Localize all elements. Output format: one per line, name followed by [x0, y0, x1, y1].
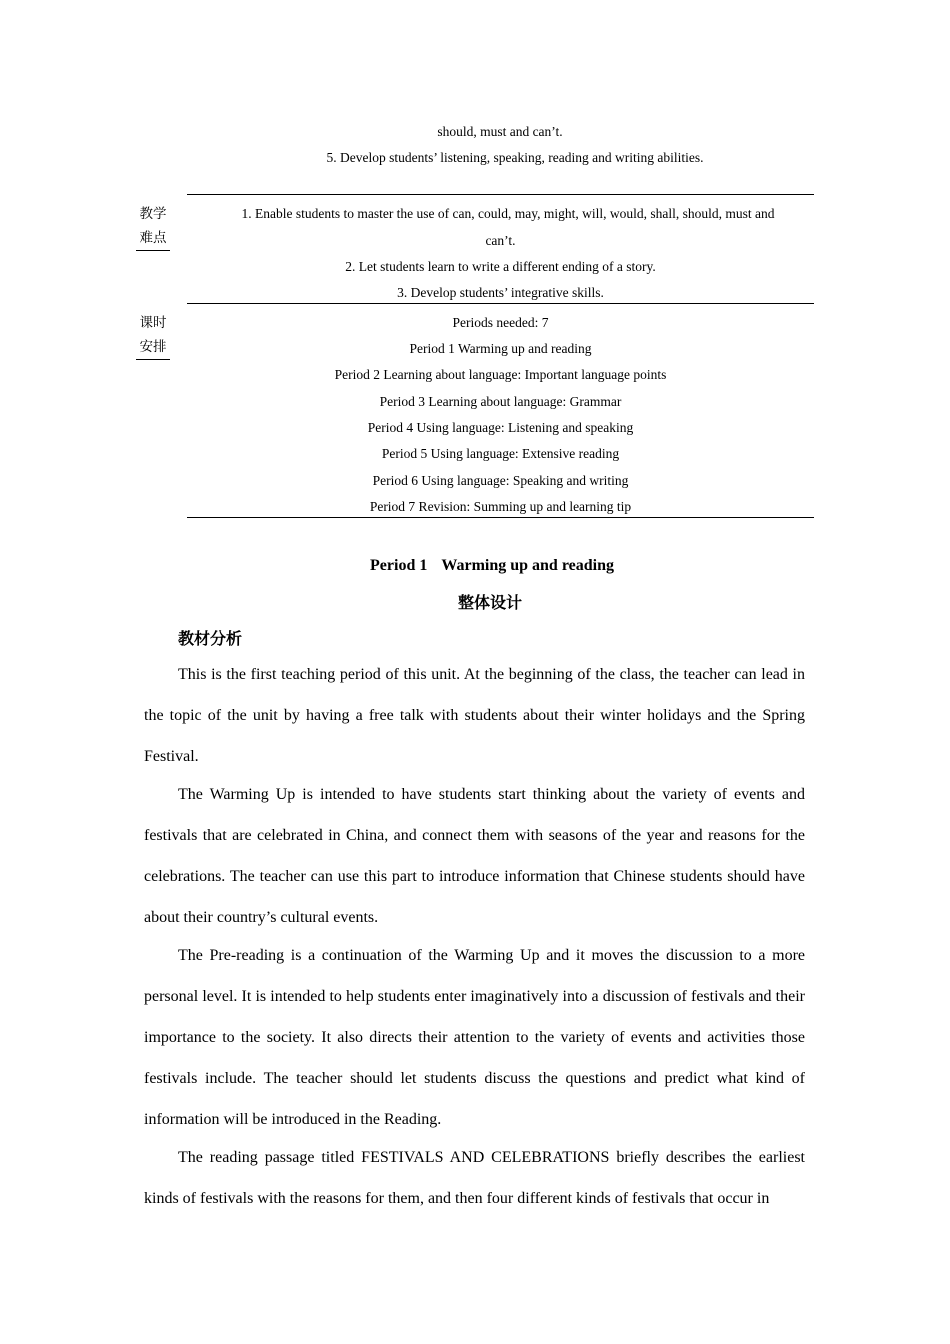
schedule-item: Period 6 Using language: Speaking and writing: [372, 473, 629, 488]
table-rule-middle: [187, 303, 814, 304]
schedule-item: Period 1 Warming up and reading: [409, 341, 592, 356]
body-paragraph: This is the first teaching period of this unit. At the beginning of the class, the teacher can lead in the topic of the unit by having a free talk with students about their winter holidays and the Spring Festival.: [144, 666, 805, 765]
period-number: Period 1: [370, 557, 428, 574]
table-rule-top: [187, 194, 814, 195]
body-paragraph: The Warming Up is intended to have students start thinking about the variety of events and festivals that are celebrated in China, and connect them with seasons of the year and reasons for the celebrations. The teacher can use this part to introduce information that Chinese students should have about their country’s cultural events.: [144, 786, 805, 926]
schedule-item: Period 5 Using language: Extensive reading: [381, 446, 620, 461]
difficulty-item-1: 1. Enable students to master the use of can, could, may, might, will, would, shall, should, must and: [241, 206, 775, 221]
objective-item-5: 5. Develop students’ listening, speaking, reading and writing abilities.: [326, 150, 704, 165]
schedule-item: Period 7 Revision: Summing up and learning tip: [369, 499, 632, 514]
schedule-item: Period 4 Using language: Listening and speaking: [367, 420, 634, 435]
difficulties-label: [136, 202, 170, 251]
schedule-label-line2: 安排: [136, 335, 170, 360]
difficulties-label-line2: 难点: [136, 226, 170, 251]
schedule-item: Period 3 Learning about language: Grammar: [379, 394, 622, 409]
schedule-item: Period 2 Learning about language: Important language points: [334, 367, 667, 382]
body-paragraph: The Pre-reading is a continuation of the Warming Up and it moves the discussion to a more personal level. It is intended to help students enter imaginatively into a discussion of festivals and their importance to the society. It also directs their attention to the variety of events and activities those festivals include. The teacher should let students discuss the questions and predict what kind of information will be introduced in the Reading.: [144, 947, 805, 1128]
difficulty-item-1-cont: can’t.: [485, 233, 516, 248]
difficulties-label-line1: 教学: [139, 206, 167, 221]
difficulty-item-2: 2. Let students learn to write a different ending of a story.: [345, 259, 656, 274]
difficulty-item-3: 3. Develop students’ integrative skills.: [397, 285, 604, 300]
table-rule-bottom: [187, 517, 814, 518]
schedule-label-line1: 课时: [139, 315, 167, 330]
period-title: Warming up and reading: [441, 557, 614, 574]
material-analysis-heading: 教材分析: [178, 631, 243, 648]
body-paragraph: The reading passage titled FESTIVALS AND CELEBRATIONS briefly describes the earliest kinds of festivals with the reasons for them, and then four different kinds of festivals that occur in: [144, 1149, 805, 1207]
schedule-label: [136, 311, 170, 360]
objective-continued-text: should, must and can’t.: [437, 124, 563, 139]
period-heading: [0, 556, 950, 576]
schedule-item: Periods needed: 7: [452, 315, 549, 330]
overall-design-heading: 整体设计: [457, 595, 522, 612]
